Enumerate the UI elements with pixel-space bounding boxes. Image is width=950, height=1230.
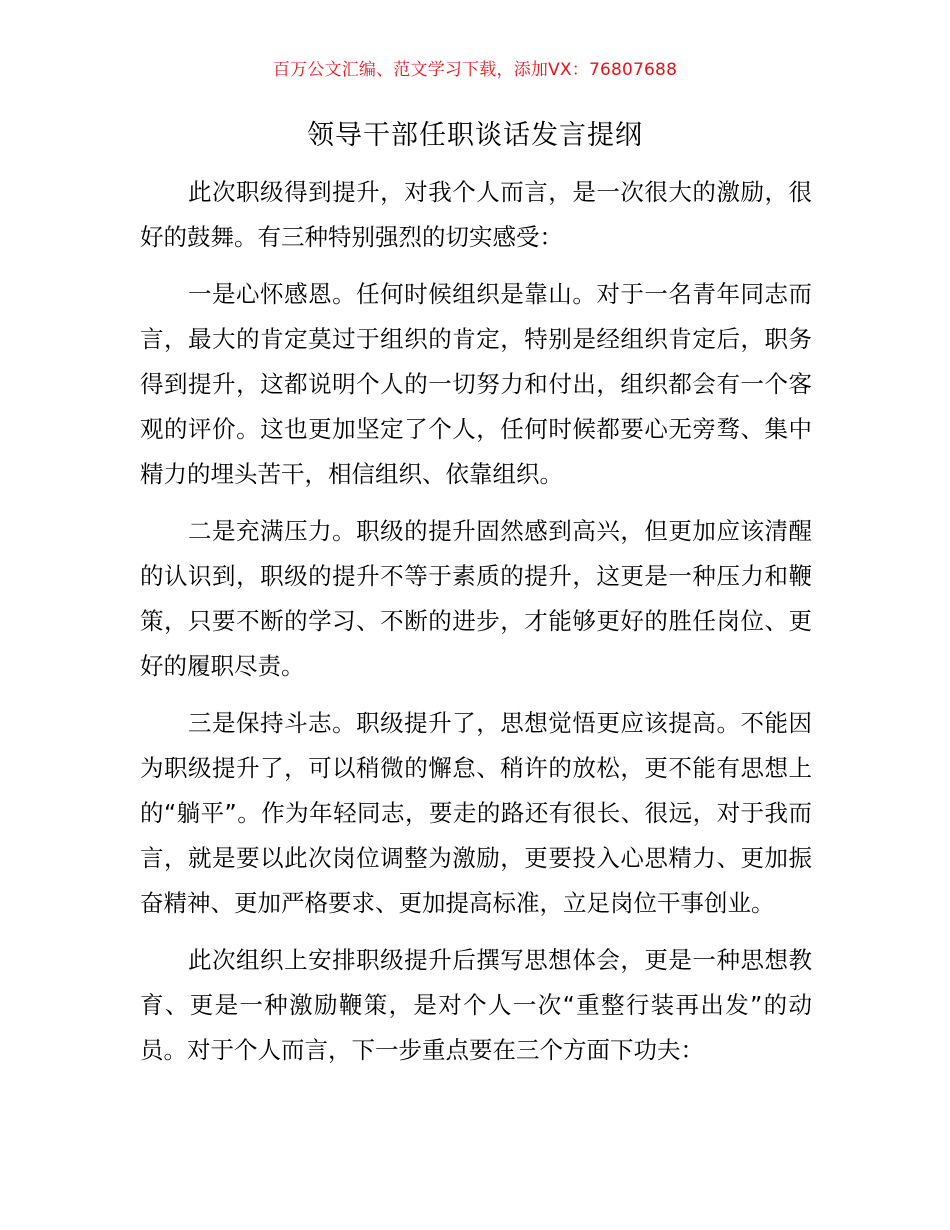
paragraph-pressure: 二是充满压力。职级的提升固然感到高兴，但更加应该清醒的认识到，职级的提升不等于素质的提升，这更是一种压力和鞭策，只要不断的学习、不断的进步，才能够更好的胜任岗位、更好的履职尽责。 (140, 517, 812, 680)
paragraph-intro: 此次职级得到提升，对我个人而言，是一次很大的激励，很好的鼓舞。有三种特别强烈的切实感受： (140, 178, 812, 251)
paragraph-next-steps: 此次组织上安排职级提升后撰写思想体会，更是一种思想教育、更是一种激励鞭策，是对个人一次“重整行装再出发”的动员。对于个人而言，下一步重点要在三个方面下功夫： (140, 946, 812, 1064)
watermark-header: 百万公文汇编、范文学习下载，添加VX：76807688 (272, 60, 678, 80)
paragraph-gratitude: 一是心怀感恩。任何时候组织是靠山。对于一名青年同志而言，最大的肯定莫过于组织的肯定，特别是经组织肯定后，职务得到提升，这都说明个人的一切努力和付出，组织都会有一个客观的评价。这也更加坚定了个人，任何时候都要心无旁骛、集中精力的埋头苦干，相信组织、依靠组织。 (140, 280, 812, 488)
document-body (140, 170, 812, 1085)
paragraph-morale: 三是保持斗志。职级提升了，思想觉悟更应该提高。不能因为职级提升了，可以稍微的懈怠、稍许的放松，更不能有思想上的“躺平”。作为年轻同志，要走的路还有很长、很远，对于我而言，就是要以此次岗位调整为激励，更要投入心思精力、更加振奋精神、更加严格要求、更加提高标准，立足岗位干事创业。 (140, 709, 812, 917)
document-title: 领导干部任职谈话发言提纲 (307, 120, 643, 151)
